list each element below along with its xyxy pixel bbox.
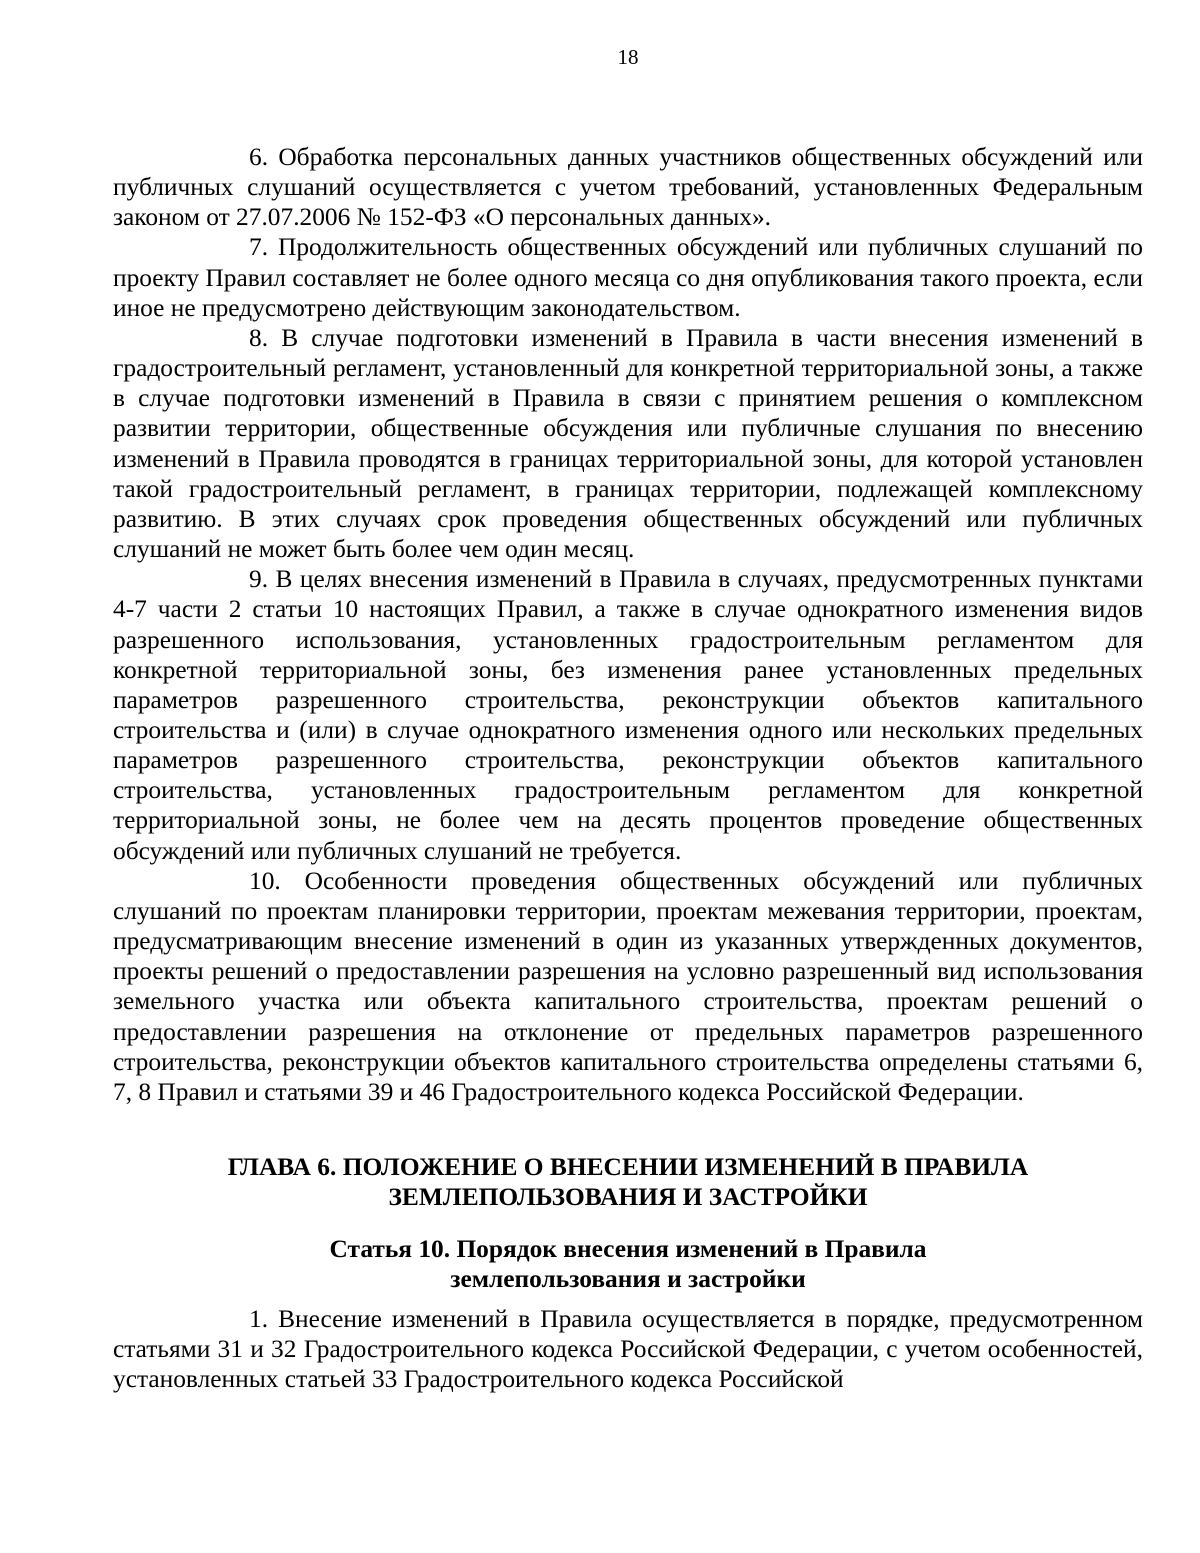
paragraph-number: 8.: [249, 323, 269, 352]
paragraph-text: Внесение изменений в Правила осуществляется в порядке, предусмотренном статьями 31 и 32 Градостроительного кодекса Российской Федерации, с учетом особенностей, установленных статьей 33 Градостроительного кодекса Российской: [113, 1305, 1143, 1394]
article-paragraph-1: [113, 1304, 1143, 1394]
paragraph-6: [113, 142, 1143, 232]
article-heading: [113, 1234, 1143, 1294]
paragraph-text: Продолжительность общественных обсуждений или публичных слушаний по проекту Правил составляет не более одного месяца со дня опубликования такого проекта, если иное не предусмотрено действующим законодательством.: [113, 233, 1143, 322]
paragraph-9: [113, 564, 1143, 866]
chapter-heading-line-1: ГЛАВА 6. ПОЛОЖЕНИЕ О ВНЕСЕНИИ ИЗМЕНЕНИЙ В ПРАВИЛА: [227, 1153, 1029, 1181]
paragraph-number: 10.: [249, 866, 281, 895]
paragraph-number: 7.: [249, 233, 269, 262]
paragraph-text: Особенности проведения общественных обсуждений или публичных слушаний по проектам планировки территории, проектам межевания территории, проектам, предусматривающим внесение изменений в один из указанных утвержденных документов, проекты решений о предоставлении разрешения на условно разрешенный вид использования земельного участка или объекта капитального строительства, проектам решений о предоставлении разрешения на отклонение от предельных параметров разрешенного строительства, реконструкции объектов капитального строительства определены статьями 6, 7, 8 Правил и статьями 39 и 46 Градостроительного кодекса Российской Федерации.: [113, 866, 1143, 1106]
paragraph-number: 9.: [249, 565, 269, 594]
chapter-heading: [113, 1152, 1143, 1212]
paragraph-text: В целях внесения изменений в Правила в случаях, предусмотренных пунктами 4-7 части 2 статьи 10 настоящих Правил, а также в случае однократного изменения видов разрешенного использования, установленных градостроительным регламентом для конкретной территориальной зоны, без изменения ранее установленных предельных параметров разрешенного строительства, реконструкции объектов капитального строительства и (или) в случае однократного изменения одного или нескольких предельных параметров разрешенного строительства, реконструкции объектов капитального строительства, установленных градостроительным регламентом для конкретной территориальной зоны, не более чем на десять процентов проведение общественных обсуждений или публичных слушаний не требуется.: [113, 565, 1143, 865]
chapter-heading-line-2: ЗЕМЛЕПОЛЬЗОВАНИЯ И ЗАСТРОЙКИ: [388, 1183, 868, 1211]
paragraph-number: 6.: [249, 143, 269, 171]
paragraph-10: [113, 866, 1143, 1107]
paragraph-8: [113, 323, 1143, 564]
article-heading-line-2: землепользования и застройки: [450, 1265, 806, 1293]
paragraph-7: [113, 232, 1143, 322]
page-number: 18: [617, 45, 639, 69]
paragraph-number: 1.: [249, 1305, 269, 1333]
document-body: [113, 142, 1143, 1394]
paragraph-text: В случае подготовки изменений в Правила в части внесения изменений в градостроительный регламент, установленный для конкретной территориальной зоны, а также в случае подготовки изменений в Правила в связи с принятием решения о комплексном развитии территории, общественные обсуждения или публичные слушания по внесению изменений в Правила проводятся в границах территориальной зоны, для которой установлен такой градостроительный регламент, в границах территории, подлежащей комплексному развитию. В этих случаях срок проведения общественных обсуждений или публичных слушаний не может быть более чем один месяц.: [113, 323, 1143, 564]
paragraph-text: Обработка персональных данных участников общественных обсуждений или публичных слушаний осуществляется с учетом требований, установленных Федеральным законом от 27.07.2006 № 152-ФЗ «О персональных данных».: [113, 143, 1143, 232]
article-heading-line-1: Статья 10. Порядок внесения изменений в Правила: [329, 1235, 927, 1263]
